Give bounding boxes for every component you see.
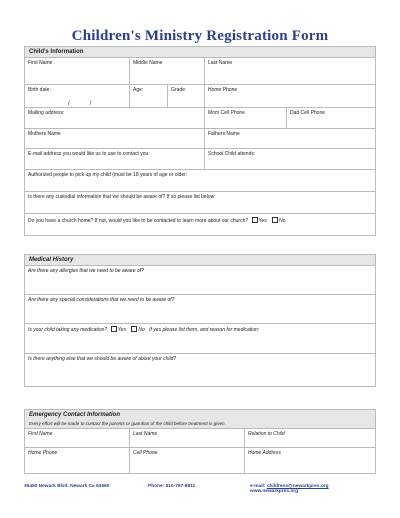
home-phone-label: Home Phone (208, 87, 238, 93)
mothers-name-field[interactable] (25, 129, 204, 148)
footer-email-label: e-mail: (250, 484, 266, 489)
age-label: Age: (133, 87, 144, 93)
last-name-label: Last Name (208, 60, 233, 66)
medication-field (25, 324, 375, 353)
anything-else-label: Is there anything else that we should be aware of about your child? (28, 356, 177, 362)
custodial-row (25, 192, 375, 214)
child-info-section (24, 46, 376, 236)
footer-phone: Phone: 510-797-8811 (148, 484, 196, 489)
email-field[interactable] (25, 149, 204, 169)
medical-heading: Medical History (25, 255, 375, 266)
middle-name-field[interactable] (129, 58, 204, 84)
parents-row (25, 129, 375, 149)
dad-cell-field[interactable] (286, 108, 375, 128)
emergency-heading: Emergency Contact Information (25, 410, 375, 421)
emergency-last-name-field[interactable] (129, 429, 244, 447)
email-label: E-mail address you would like us to use to contact you: (28, 151, 150, 157)
church-home-row (25, 214, 375, 235)
authorized-field[interactable] (25, 170, 375, 191)
medication-row (25, 324, 375, 354)
anything-else-row (25, 354, 375, 386)
mothers-name-label: Mothers Name (28, 131, 61, 137)
school-label: School Child attends: (208, 151, 256, 157)
child-info-heading: Child's Information (25, 47, 375, 58)
church-no-checkbox[interactable] (272, 217, 278, 223)
first-name-field[interactable] (25, 58, 129, 84)
footer-email-link[interactable]: childrens@newarkpres.org (266, 484, 329, 489)
church-yes-option[interactable]: Yes (252, 218, 267, 224)
last-name-field[interactable] (204, 58, 375, 84)
church-no-option[interactable]: No (272, 218, 285, 224)
birth-date-label: Birth date: (28, 87, 51, 93)
special-row (25, 295, 375, 324)
relation-field[interactable] (244, 429, 375, 447)
custodial-label: Is there any custodial information that we should be aware of? If so please list below: (28, 194, 216, 200)
emergency-cell-phone-label: Cell Phone (133, 450, 158, 456)
fathers-name-label: Fathers Name (208, 131, 240, 137)
emergency-cell-phone-field[interactable] (129, 448, 244, 473)
medication-label: Is your child taking any medication? (28, 327, 108, 333)
emergency-note: Every effort will be made to contact the parents or guardian of the child before treatment is given. (25, 421, 375, 429)
special-field[interactable] (25, 295, 375, 323)
emergency-home-phone-field[interactable] (25, 448, 129, 473)
date-slashes: / / (68, 101, 92, 107)
birth-row (25, 85, 375, 108)
custodial-field[interactable] (25, 192, 375, 213)
church-home-label: Do you have a church home? If not, would you like to be contacted to learn more about our church? (28, 218, 249, 224)
anything-else-field[interactable] (25, 354, 375, 386)
middle-name-label: Middle Name (133, 60, 163, 66)
special-label: Are there any special considerations that we need to be aware of? (28, 297, 175, 303)
footer-address: 35450 Newark Blvd. Newark Ca 94560 (24, 484, 110, 489)
age-field[interactable] (129, 85, 167, 107)
authorized-label: Authorized people to pick up my child (must be 18 years of age or older: (28, 172, 188, 178)
grade-label: Grade: (171, 87, 187, 93)
page-title: Children's Ministry Registration Form (71, 28, 329, 44)
medication-no-option[interactable]: No (131, 327, 144, 333)
mailing-address-field[interactable] (25, 108, 204, 128)
authorized-row (25, 170, 375, 192)
name-row (25, 58, 375, 85)
emergency-name-row (25, 429, 375, 448)
medication-no-checkbox[interactable] (131, 326, 137, 332)
address-row (25, 108, 375, 129)
medical-section (24, 254, 376, 387)
church-home-field (25, 214, 375, 235)
medication-yes-checkbox[interactable] (111, 326, 117, 332)
mom-cell-label: Mom Cell Phone (208, 110, 245, 116)
emergency-first-name-label: First Name (28, 431, 53, 437)
allergies-field[interactable] (25, 266, 375, 294)
footer-website[interactable]: www.newarkpres.org (250, 489, 299, 494)
medication-list-label: If yes please list them, and reason for medication: (149, 327, 260, 333)
church-yes-checkbox[interactable] (252, 217, 258, 223)
mom-cell-field[interactable] (204, 108, 286, 128)
home-address-field[interactable] (244, 448, 375, 473)
allergies-label: Are there any allergies that we need to be aware of? (28, 268, 144, 274)
emergency-phone-row (25, 448, 375, 473)
first-name-label: First Name (28, 60, 53, 66)
allergies-row (25, 266, 375, 295)
emergency-section (24, 409, 376, 474)
home-phone-field[interactable] (204, 85, 375, 107)
medication-yes-option[interactable]: Yes (111, 327, 126, 333)
birth-date-field[interactable] (25, 85, 129, 107)
emergency-first-name-field[interactable] (25, 429, 129, 447)
email-row (25, 149, 375, 170)
footer-contact (250, 484, 376, 494)
dad-cell-label: Dad Cell Phone (290, 110, 326, 116)
school-field[interactable] (204, 149, 375, 169)
emergency-home-phone-label: Home Phone (28, 450, 58, 456)
grade-field[interactable] (167, 85, 204, 107)
emergency-last-name-label: Last Name (133, 431, 158, 437)
mailing-address-label: Mailing address: (28, 110, 65, 116)
home-address-label: Home Address (248, 450, 281, 456)
relation-label: Relation to Child (248, 431, 285, 437)
fathers-name-field[interactable] (204, 129, 375, 148)
